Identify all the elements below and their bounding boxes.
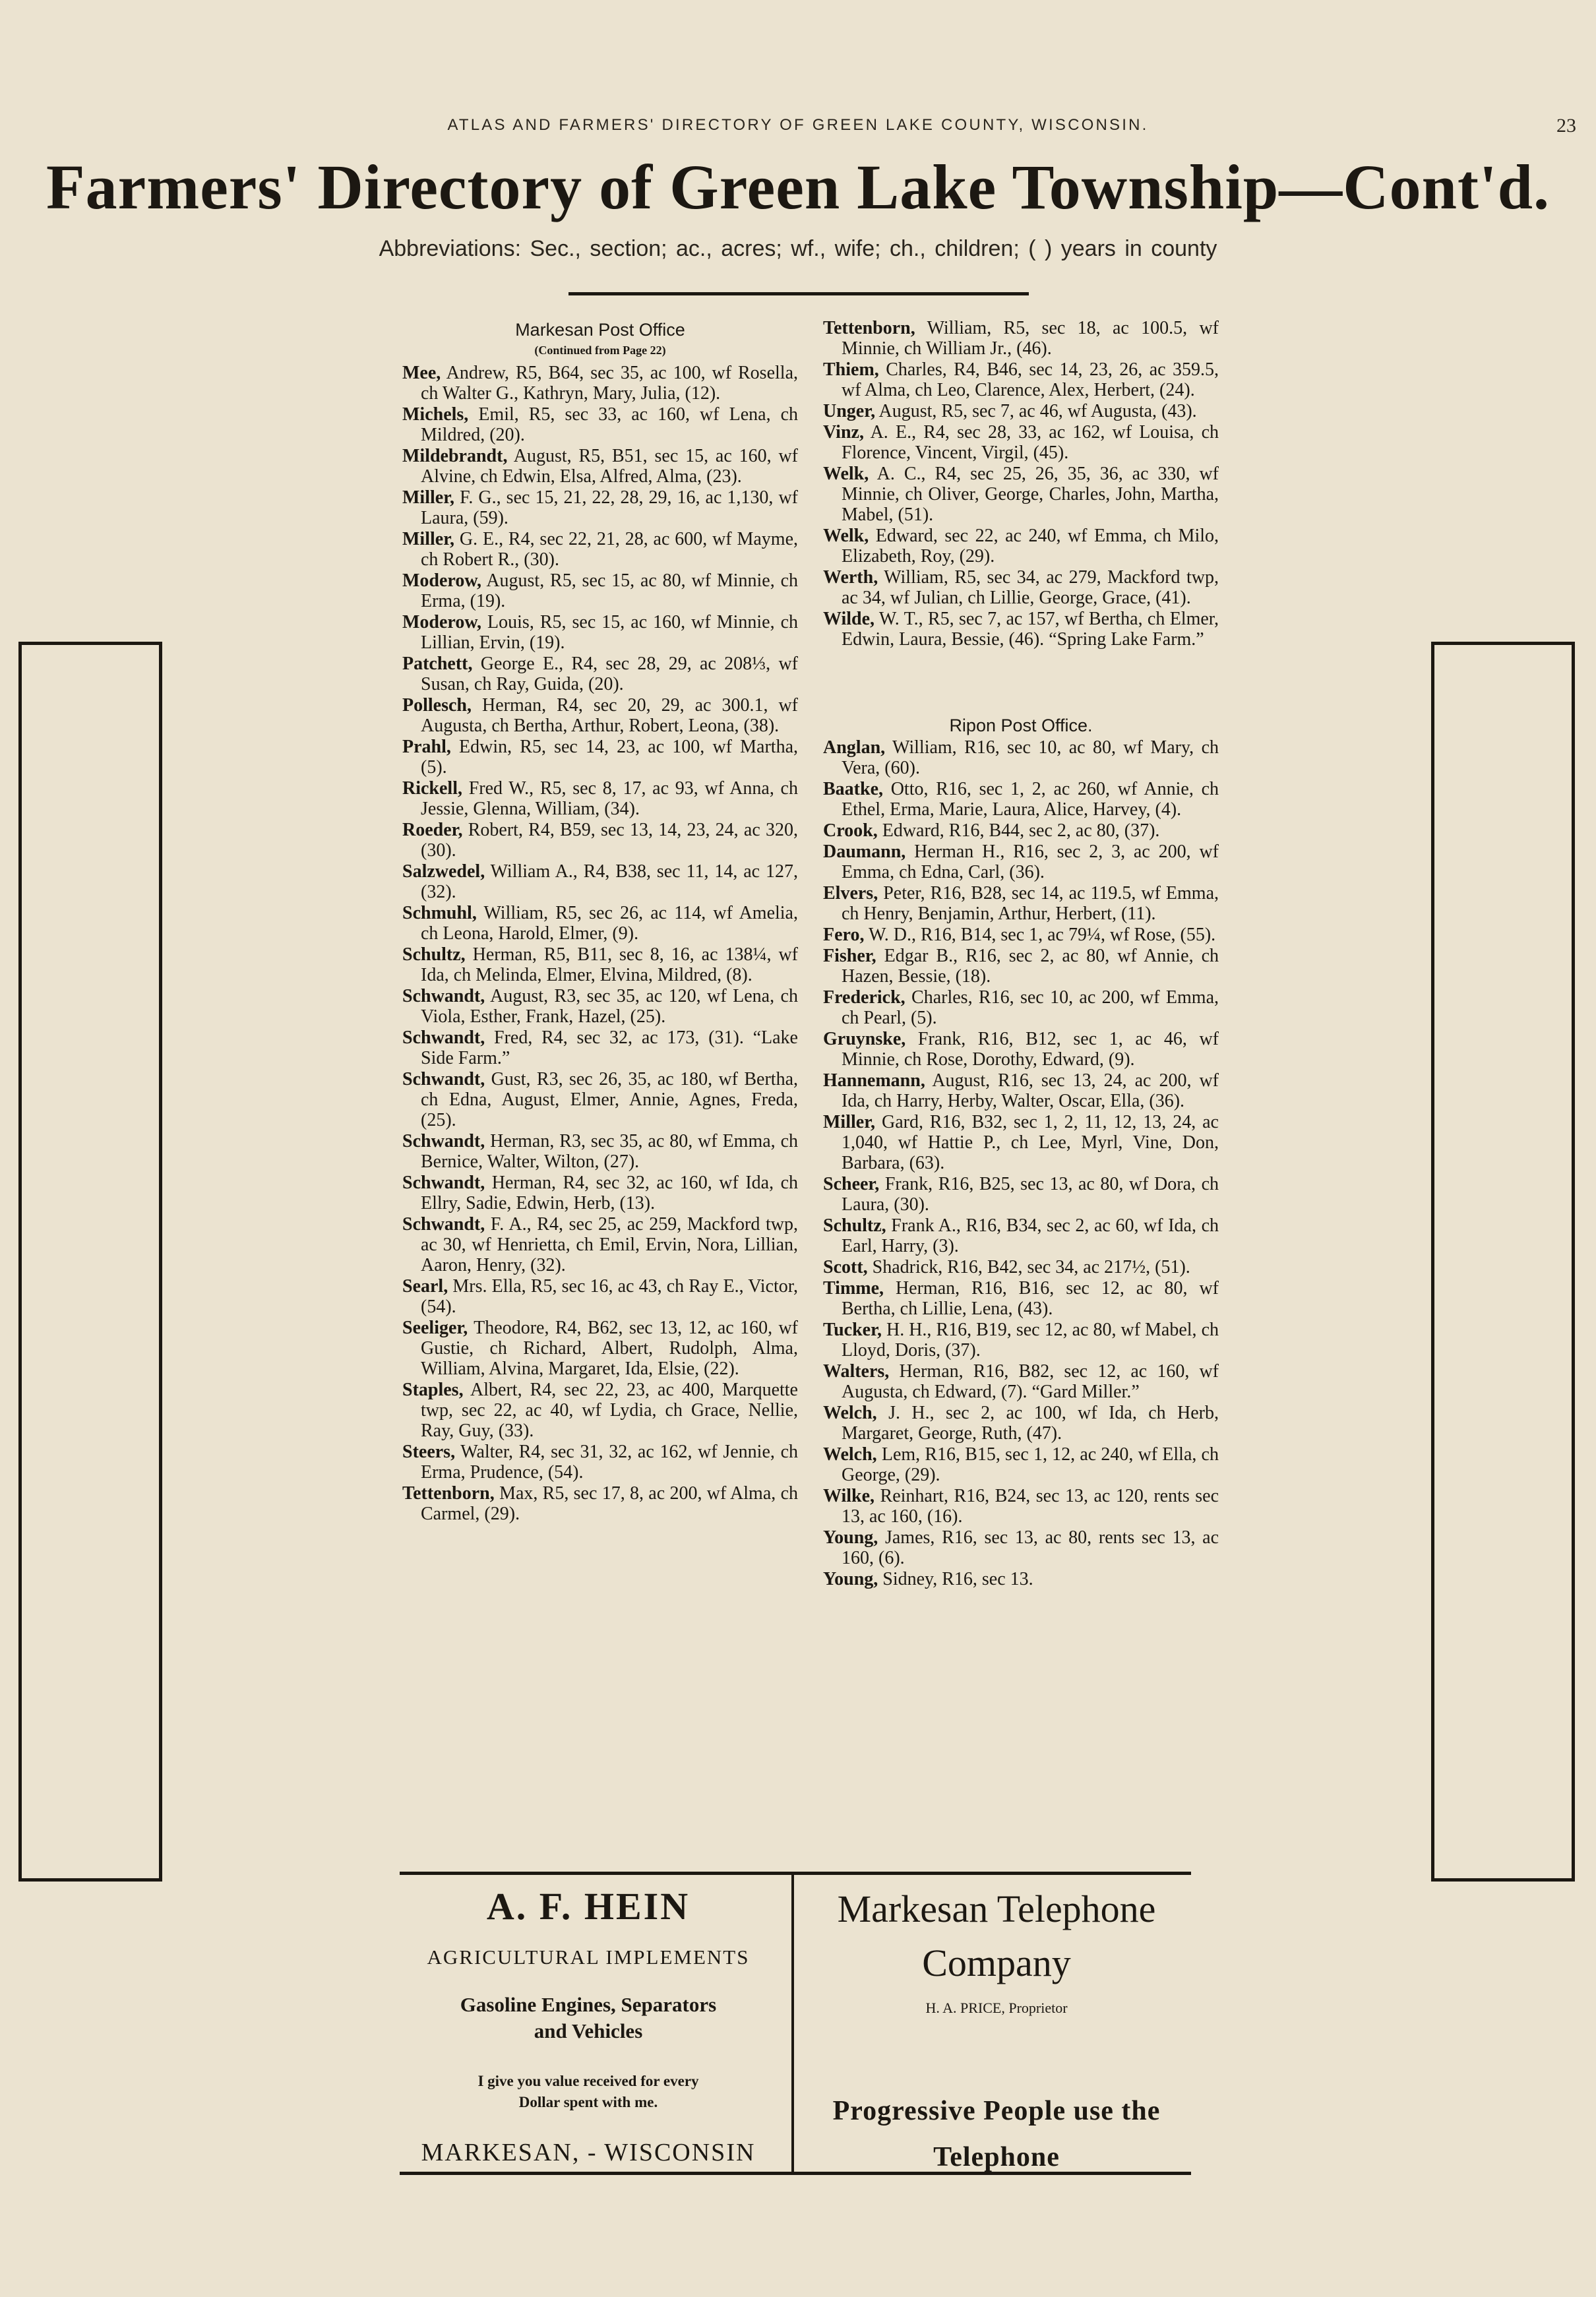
entry-details: August, R5, B51, sec 15, ac 160, wf Alvine, ch Edwin, Elsa, Alfred, Alma, (23). [421, 446, 798, 487]
entry-details: Theodore, R4, B62, sec 13, 12, ac 160, wf Gustie, ch Richard, Albert, Rudolph, Alma, William, Alvina, Margaret, Ida, Elsie, (22). [421, 1318, 798, 1379]
directory-entry [402, 986, 798, 1027]
entry-details: Mrs. Ella, R5, sec 16, ac 43, ch Ray E., Victor, (54). [421, 1276, 798, 1317]
page-title: Farmers' Directory of Green Lake Township—Cont'd. [46, 152, 1550, 222]
directory-entry [823, 1444, 1219, 1485]
entry-details: William, R5, sec 18, ac 100.5, wf Minnie, ch William Jr., (46). [842, 318, 1219, 359]
directory-entry [402, 1131, 798, 1172]
directory-entry [823, 526, 1219, 567]
entry-details: A. C., R4, sec 25, 26, 35, 36, ac 330, wf Minnie, ch Oliver, George, Charles, John, Martha, Mabel, (51). [842, 464, 1219, 525]
markesan-entries [402, 363, 798, 1524]
entry-details: J. H., sec 2, ac 100, wf Ida, ch Herb, Margaret, George, Ruth, (47). [842, 1403, 1219, 1444]
entry-details: Otto, R16, sec 1, 2, ac 260, wf Annie, ch Ethel, Erma, Marie, Laura, Alice, Harvey, (4). [842, 779, 1219, 820]
entry-details: Lem, R16, B15, sec 1, 12, ac 240, wf Ella, ch George, (29). [842, 1444, 1219, 1485]
directory-entry [823, 1278, 1219, 1319]
entry-details: Charles, R4, B46, sec 14, 23, 26, ac 359.5, wf Alma, ch Leo, Clarence, Alex, Herbert, (24). [842, 359, 1219, 400]
directory-entry [823, 1029, 1219, 1070]
directory-entry [823, 1215, 1219, 1256]
directory-entry [402, 529, 798, 570]
entry-details: Albert, R4, sec 22, 23, ac 400, Marquette twp, sec 22, ac 40, wf Lydia, ch Grace, Nellie, Ray, Guy, (33). [421, 1380, 798, 1441]
directory-entry [402, 654, 798, 694]
entry-surname: Thiem, [823, 359, 879, 380]
entry-surname: Welch, [823, 1403, 877, 1423]
entry-surname: Unger, [823, 401, 876, 421]
entry-details: Fred, R4, sec 32, ac 173, (31). “Lake Side Farm.” [421, 1027, 798, 1068]
directory-entry [402, 944, 798, 985]
directory-entry [823, 1403, 1219, 1444]
entry-surname: Scheer, [823, 1174, 880, 1194]
directory-entry [402, 695, 798, 736]
entry-details: August, R5, sec 15, ac 80, wf Minnie, ch Erma, (19). [421, 570, 798, 611]
telephone-name-line-1: Markesan Telephone [837, 1887, 1156, 1930]
continued-note: (Continued from Page 22) [534, 344, 666, 357]
entry-details: Fred W., R5, sec 8, 17, ac 93, wf Anna, ch Jessie, Glenna, William, (34). [421, 778, 798, 819]
entry-surname: Miller, [402, 487, 455, 508]
directory-entry [823, 925, 1219, 945]
entry-details: Gard, R16, B32, sec 1, 2, 11, 12, 13, 24, ac 1,040, wf Hattie P., ch Lee, Myrl, Vine, Don, Barbara, (63). [842, 1112, 1219, 1173]
page-number: 23 [1556, 115, 1576, 137]
entry-details: Frank A., R16, B34, sec 2, ac 60, wf Ida, ch Earl, Harry, (3). [842, 1215, 1219, 1256]
telephone-slogan-line-2: Telephone [933, 2142, 1060, 2172]
entry-details: Herman, R4, sec 32, ac 160, wf Ida, ch Ellry, Sadie, Edwin, Herb, (13). [421, 1173, 798, 1213]
entry-details: George E., R4, sec 28, 29, ac 208⅓, wf Susan, ch Ray, Guida, (20). [421, 654, 798, 694]
entry-surname: Staples, [402, 1380, 464, 1400]
entry-details: A. E., R4, sec 28, 33, ac 162, wf Louisa, ch Florence, Vincent, Virgil, (45). [842, 422, 1219, 463]
telephone-advertisement [802, 1884, 1191, 2180]
entry-surname: Wilde, [823, 609, 875, 629]
entry-details: Edward, sec 22, ac 240, wf Emma, ch Milo, Elizabeth, Roy, (29). [842, 526, 1219, 567]
entry-surname: Werth, [823, 567, 878, 588]
right-margin-frame [1431, 642, 1575, 1882]
telephone-slogan [802, 2088, 1191, 2180]
entry-surname: Michels, [402, 404, 469, 425]
markesan-entries-continued [823, 318, 1219, 650]
entry-details: James, R16, sec 13, ac 80, rents sec 13, ac 160, (6). [842, 1527, 1219, 1568]
entry-surname: Salzwedel, [402, 861, 485, 882]
entry-surname: Mee, [402, 363, 441, 383]
entry-details: Frank, R16, B25, sec 13, ac 80, wf Dora, ch Laura, (30). [842, 1174, 1219, 1215]
entry-surname: Hannemann, [823, 1070, 925, 1091]
entry-surname: Young, [823, 1569, 878, 1589]
entry-surname: Prahl, [402, 737, 451, 757]
entry-details: Edwin, R5, sec 14, 23, ac 100, wf Martha, (5). [421, 737, 798, 778]
entry-surname: Schwandt, [402, 1173, 485, 1193]
directory-entry [402, 820, 798, 861]
hein-subtitle: AGRICULTURAL IMPLEMENTS [427, 1945, 750, 1969]
directory-entry [402, 1483, 798, 1524]
entry-surname: Schwandt, [402, 1027, 485, 1048]
directory-entry [823, 1257, 1219, 1277]
post-office-heading-markesan: Markesan Post Office [515, 320, 685, 340]
entry-details: Shadrick, R16, B42, sec 34, ac 217½, (51). [867, 1257, 1190, 1277]
entry-surname: Walters, [823, 1361, 890, 1382]
entry-details: Louis, R5, sec 15, ac 160, wf Minnie, ch Lillian, Ervin, (19). [421, 612, 798, 653]
entry-details: F. G., sec 15, 21, 22, 28, 29, 16, ac 1,130, wf Laura, (59). [421, 487, 798, 528]
entry-details: Robert, R4, B59, sec 13, 14, 23, 24, ac 320, (30). [421, 820, 798, 861]
directory-entry [823, 464, 1219, 525]
entry-surname: Schwandt, [402, 1069, 485, 1089]
telephone-proprietor: H. A. PRICE, Proprietor [925, 2000, 1068, 2016]
hein-slogan [400, 2071, 777, 2113]
running-header: ATLAS AND FARMERS' DIRECTORY OF GREEN LAKE COUNTY, WISCONSIN. [447, 116, 1149, 134]
entry-details: Herman H., R16, sec 2, 3, ac 200, wf Emma, ch Edna, Carl, (36). [842, 842, 1219, 882]
directory-entry [823, 1070, 1219, 1111]
entry-details: August, R16, sec 13, 24, ac 200, wf Ida, ch Harry, Herby, Walter, Oscar, Ella, (36). [842, 1070, 1219, 1111]
entry-surname: Anglan, [823, 737, 886, 758]
directory-entry [402, 778, 798, 819]
entry-details: Reinhart, R16, B24, sec 13, ac 120, rents sec 13, ac 160, (16). [842, 1486, 1219, 1527]
entry-details: W. T., R5, sec 7, ac 157, wf Bertha, ch Elmer, Edwin, Laura, Bessie, (46). “Spring Lake Farm.” [842, 609, 1219, 650]
entry-surname: Elvers, [823, 883, 878, 903]
directory-entry [823, 609, 1219, 650]
directory-entry [402, 612, 798, 653]
entry-details: Edgar B., R16, sec 2, ac 80, wf Annie, ch Hazen, Bessie, (18). [842, 946, 1219, 987]
directory-entry [823, 842, 1219, 882]
directory-entry [823, 401, 1219, 421]
hein-location: MARKESAN, - WISCONSIN [421, 2138, 756, 2166]
directory-entry [402, 1214, 798, 1275]
entry-surname: Schmuhl, [402, 903, 477, 923]
entry-surname: Pollesch, [402, 695, 472, 716]
directory-entry [823, 1527, 1219, 1568]
directory-entry [823, 1569, 1219, 1589]
entry-surname: Tettenborn, [402, 1483, 495, 1504]
entry-surname: Gruynske, [823, 1029, 906, 1049]
telephone-name-line-2: Company [922, 1942, 1071, 1984]
directory-entry [402, 446, 798, 487]
directory-entry [823, 946, 1219, 987]
directory-entry [823, 1486, 1219, 1527]
entry-details: William, R16, sec 10, ac 80, wf Mary, ch Vera, (60). [842, 737, 1219, 778]
entry-details: Gust, R3, sec 26, 35, ac 180, wf Bertha, ch Edna, August, Elmer, Annie, Agnes, Freda, (25). [421, 1069, 798, 1130]
directory-entry [823, 1112, 1219, 1173]
directory-entry [823, 779, 1219, 820]
directory-entry [823, 567, 1219, 608]
entry-surname: Schultz, [402, 944, 466, 965]
directory-entry [402, 487, 798, 528]
entry-details: Herman, R16, B16, sec 12, ac 80, wf Bertha, ch Lillie, Lena, (43). [842, 1278, 1219, 1319]
directory-entry [823, 883, 1219, 924]
directory-entry [402, 363, 798, 404]
entry-details: Emil, R5, sec 33, ac 160, wf Lena, ch Mildred, (20). [421, 404, 798, 445]
directory-entry [823, 1174, 1219, 1215]
directory-entry [823, 737, 1219, 778]
entry-details: William, R5, sec 26, ac 114, wf Amelia, ch Leona, Harold, Elmer, (9). [421, 903, 798, 944]
entry-surname: Fero, [823, 925, 865, 945]
directory-entry [402, 1276, 798, 1317]
directory-entry [402, 1027, 798, 1068]
entry-surname: Schultz, [823, 1215, 886, 1236]
post-office-heading-ripon: Ripon Post Office. [949, 716, 1093, 735]
section-spacer [823, 650, 1219, 714]
entry-surname: Welch, [823, 1444, 877, 1465]
entry-details: Max, R5, sec 17, 8, ac 200, wf Alma, ch Carmel, (29). [421, 1483, 798, 1524]
entry-surname: Frederick, [823, 987, 905, 1008]
directory-column-right [823, 318, 1219, 1590]
entry-details: Walter, R4, sec 31, 32, ac 162, wf Jennie, ch Erma, Prudence, (54). [421, 1442, 798, 1483]
directory-entry [823, 987, 1219, 1028]
entry-details: Herman, R5, B11, sec 8, 16, ac 138¼, wf Ida, ch Melinda, Elmer, Elvina, Mildred, (8). [421, 944, 798, 985]
entry-details: Sidney, R16, sec 13. [878, 1569, 1033, 1589]
directory-entry [402, 570, 798, 611]
entry-surname: Seeliger, [402, 1318, 468, 1338]
directory-entry [823, 1320, 1219, 1361]
entry-surname: Tettenborn, [823, 318, 915, 338]
entry-surname: Vinz, [823, 422, 864, 443]
entry-details: August, R5, sec 7, ac 46, wf Augusta, (43). [875, 401, 1197, 421]
entry-details: William A., R4, B38, sec 11, 14, ac 127, (32). [421, 861, 798, 902]
entry-surname: Miller, [402, 529, 455, 549]
entry-surname: Daumann, [823, 842, 906, 862]
entry-surname: Patchett, [402, 654, 473, 674]
directory-entry [823, 318, 1219, 359]
hein-products-line-1: Gasoline Engines, Separators [460, 1992, 717, 2016]
directory-entry [402, 404, 798, 445]
entry-surname: Miller, [823, 1112, 876, 1132]
hein-advertisement [400, 1884, 777, 2167]
telephone-company-name [802, 1882, 1191, 1990]
entry-details: Andrew, R5, B64, sec 35, ac 100, wf Rosella, ch Walter G., Kathryn, Mary, Julia, (12). [421, 363, 798, 404]
entry-surname: Fisher, [823, 946, 876, 966]
entry-surname: Schwandt, [402, 986, 485, 1006]
entry-details: Peter, R16, B28, sec 14, ac 119.5, wf Emma, ch Henry, Benjamin, Arthur, Herbert, (11). [842, 883, 1219, 924]
entry-surname: Schwandt, [402, 1214, 485, 1235]
hein-products [400, 1992, 777, 2044]
entry-details: August, R3, sec 35, ac 120, wf Lena, ch Viola, Esther, Frank, Hazel, (25). [421, 986, 798, 1027]
entry-details: Herman, R4, sec 20, 29, ac 300.1, wf Augusta, ch Bertha, Arthur, Robert, Leona, (38). [421, 695, 798, 736]
entry-details: G. E., R4, sec 22, 21, 28, ac 600, wf Mayme, ch Robert R., (30). [421, 529, 798, 570]
hein-products-line-2: and Vehicles [534, 2019, 643, 2042]
entry-surname: Moderow, [402, 570, 482, 591]
directory-entry [402, 1318, 798, 1379]
directory-entry [402, 1069, 798, 1130]
entry-surname: Timme, [823, 1278, 884, 1299]
hein-name: A. F. HEIN [486, 1885, 691, 1928]
entry-details: Herman, R16, B82, sec 12, ac 160, wf Augusta, ch Edward, (7). “Gard Miller.” [842, 1361, 1219, 1402]
entry-surname: Baatke, [823, 779, 883, 799]
entry-details: W. D., R16, B14, sec 1, ac 79¼, wf Rose, (55). [864, 925, 1216, 945]
directory-entry [823, 422, 1219, 463]
entry-surname: Searl, [402, 1276, 448, 1297]
directory-entry [402, 903, 798, 944]
directory-entry [823, 820, 1219, 841]
telephone-slogan-line-1: Progressive People use the [832, 2096, 1161, 2126]
entry-details: William, R5, sec 34, ac 279, Mackford twp, ac 34, wf Julian, ch Lillie, George, Grace, (41). [842, 567, 1219, 608]
entry-surname: Tucker, [823, 1320, 882, 1340]
directory-column-left [402, 318, 798, 1525]
entry-surname: Steers, [402, 1442, 456, 1462]
ripon-entries [823, 737, 1219, 1589]
entry-surname: Mildebrandt, [402, 446, 508, 466]
directory-entry [823, 1361, 1219, 1402]
entry-surname: Welk, [823, 526, 869, 546]
entry-surname: Scott, [823, 1257, 868, 1277]
entry-details: Herman, R3, sec 35, ac 80, wf Emma, ch Bernice, Walter, Wilton, (27). [421, 1131, 798, 1172]
directory-entry [402, 737, 798, 778]
entry-surname: Moderow, [402, 612, 482, 632]
entry-details: F. A., R4, sec 25, ac 259, Mackford twp, ac 30, wf Henrietta, ch Emil, Ervin, Nora, Lillian, Aaron, Henry, (32). [421, 1214, 798, 1275]
advertisement-top-rule [400, 1872, 1191, 1875]
entry-surname: Wilke, [823, 1486, 875, 1506]
entry-surname: Rickell, [402, 778, 462, 799]
advertisement-divider [791, 1875, 794, 2172]
directory-entry [402, 861, 798, 902]
directory-entry [823, 359, 1219, 400]
entry-surname: Welk, [823, 464, 869, 484]
directory-entry [402, 1173, 798, 1213]
left-margin-frame [18, 642, 162, 1882]
entry-surname: Young, [823, 1527, 878, 1548]
entry-details: Charles, R16, sec 10, ac 200, wf Emma, ch Pearl, (5). [842, 987, 1219, 1028]
hein-slogan-line-1: I give you value received for every [477, 2072, 699, 2089]
entry-details: H. H., R16, B19, sec 12, ac 80, wf Mabel, ch Lloyd, Doris, (37). [842, 1320, 1219, 1361]
title-rule [568, 292, 1029, 295]
entry-details: Edward, R16, B44, sec 2, ac 80, (37). [877, 820, 1160, 841]
directory-entry [402, 1442, 798, 1483]
entry-surname: Schwandt, [402, 1131, 485, 1151]
directory-entry [402, 1380, 798, 1441]
entry-details: Frank, R16, B12, sec 1, ac 46, wf Minnie, ch Rose, Dorothy, Edward, (9). [842, 1029, 1219, 1070]
entry-surname: Crook, [823, 820, 878, 841]
entry-surname: Roeder, [402, 820, 463, 840]
abbreviations-line: Abbreviations: Sec., section; ac., acres; wf., wife; ch., children; ( ) years in county [379, 236, 1217, 261]
hein-slogan-line-2: Dollar spent with me. [518, 2093, 658, 2110]
